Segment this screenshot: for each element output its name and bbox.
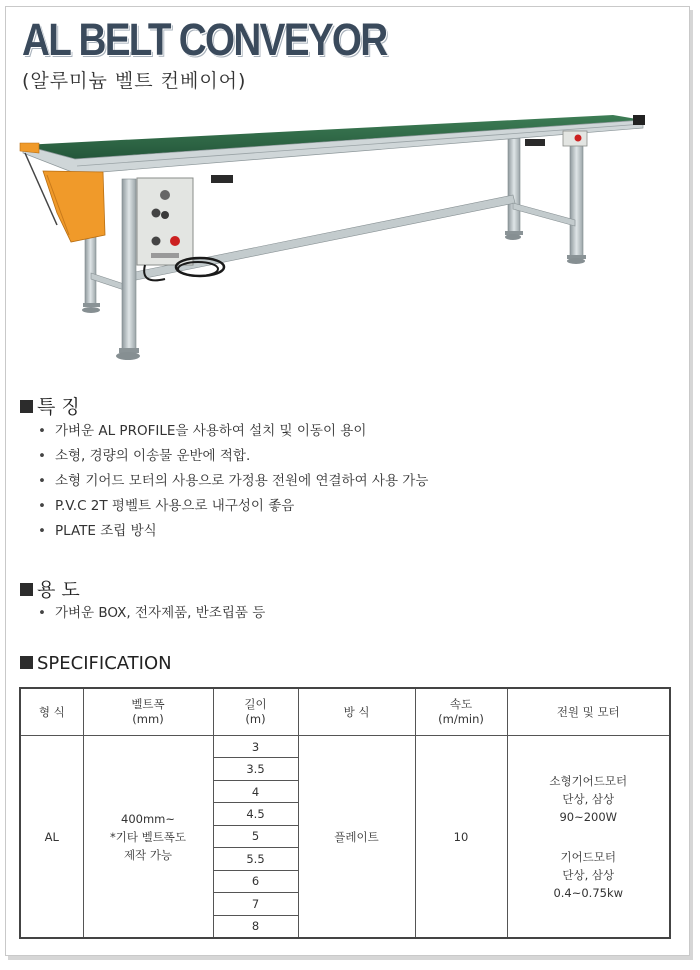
header-method: 방 식 bbox=[298, 688, 415, 736]
features-list bbox=[38, 419, 428, 544]
header-speed: 속도 (m/min) bbox=[415, 688, 507, 736]
cell-length: 8 bbox=[213, 915, 298, 938]
features-item: • 소형 기어드 모터의 사용으로 가정용 전원에 연결하여 사용 가능 bbox=[38, 469, 428, 494]
cell-length: 3.5 bbox=[213, 758, 298, 780]
table-header-row bbox=[20, 688, 670, 736]
conveyor-photo bbox=[15, 95, 670, 370]
square-bullet-icon bbox=[20, 583, 33, 596]
features-item: • 가벼운 AL PROFILE을 사용하여 설치 및 이동이 용이 bbox=[38, 419, 428, 444]
features-item: • PLATE 조립 방식 bbox=[38, 519, 428, 544]
header-model: 형 식 bbox=[20, 688, 83, 736]
spec-table bbox=[19, 687, 671, 939]
cell-length: 3 bbox=[213, 736, 298, 758]
square-bullet-icon bbox=[20, 656, 33, 669]
cell-length: 5.5 bbox=[213, 848, 298, 870]
header-belt-width: 벨트폭 (mm) bbox=[83, 688, 213, 736]
table-row bbox=[20, 736, 670, 758]
features-heading: 특 징 bbox=[20, 392, 80, 419]
usage-heading: 용 도 bbox=[20, 575, 80, 602]
cell-length: 5 bbox=[213, 825, 298, 847]
cell-length: 4 bbox=[213, 780, 298, 802]
usage-item: • 가벼운 BOX, 전자제품, 반조립품 등 bbox=[38, 601, 265, 626]
cell-method: 플레이트 bbox=[298, 736, 415, 939]
page-subtitle: (알루미늄 벨트 컨베이어) bbox=[22, 70, 247, 92]
cell-power: 소형기어드모터 단상, 삼상 90~200W 기어드모터 단상, 삼상 0.4~0.75kw bbox=[507, 736, 670, 939]
usage-list bbox=[38, 601, 265, 626]
square-bullet-icon bbox=[20, 400, 33, 413]
cell-speed: 10 bbox=[415, 736, 507, 939]
header-power: 전원 및 모터 bbox=[507, 688, 670, 736]
cell-model: AL bbox=[20, 736, 83, 939]
cell-length: 7 bbox=[213, 893, 298, 915]
cell-length: 6 bbox=[213, 870, 298, 892]
page-title: AL BELT CONVEYOR bbox=[22, 14, 387, 65]
features-item: • P.V.C 2T 평벨트 사용으로 내구성이 좋음 bbox=[38, 494, 428, 519]
cell-belt-width: 400mm~ *기타 벨트폭도 제작 가능 bbox=[83, 736, 213, 939]
header-length: 길이 (m) bbox=[213, 688, 298, 736]
cell-length: 4.5 bbox=[213, 803, 298, 825]
spec-heading: SPECIFICATION bbox=[20, 653, 172, 674]
features-item: • 소형, 경량의 이송물 운반에 적합. bbox=[38, 444, 428, 469]
